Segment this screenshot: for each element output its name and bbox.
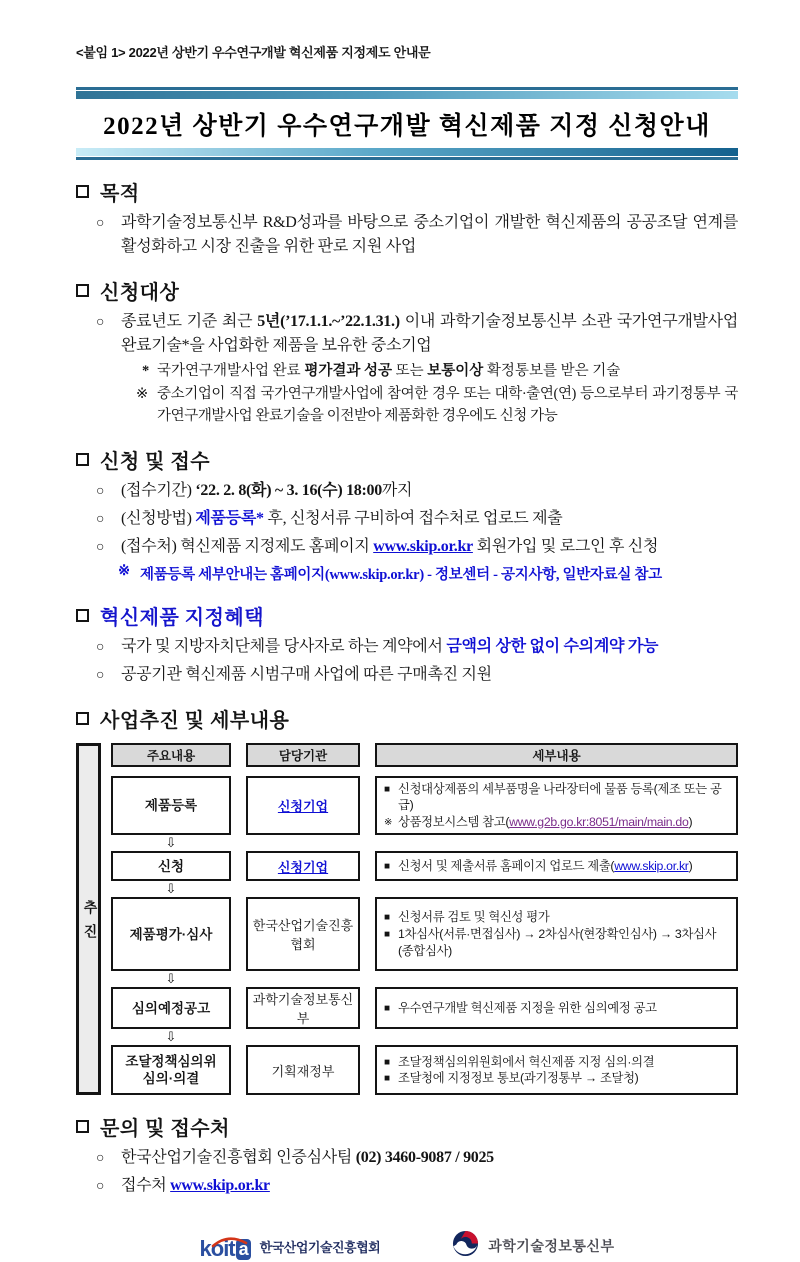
section-apply-title: 신청 및 접수 (100, 450, 211, 473)
title-banner (76, 87, 738, 160)
period-post: 까지 (381, 481, 413, 499)
section-contact (76, 1112, 738, 1198)
process-table (111, 743, 738, 1096)
process-side-label (76, 743, 101, 1096)
method-post: 후, 신청서류 구비하여 접수처로 업로드 제출 (263, 509, 563, 527)
detail-text: 조달청에 지정정보 통보(과기정통부 → 조달청) (398, 1071, 639, 1086)
section-benefit (76, 601, 738, 687)
circle-bullet-icon: ○ (96, 539, 105, 555)
target-note-ref-text: 중소기업이 직접 국가연구개발사업에 참여한 경우 또는 대학·출연(연) 등으로부터 과기정통부 국가연구개발사업 완료기술을 이전받아 제품화한 경우에도 신청 가능 (157, 386, 738, 424)
product-register-link[interactable]: 제품등록* (195, 509, 264, 527)
process-diagram (76, 743, 738, 1096)
process-row-apply (111, 851, 738, 881)
detail-line (384, 926, 729, 959)
target-note-ref (136, 384, 738, 428)
detail-box (375, 851, 738, 881)
method-pre: (신청방법) (121, 509, 196, 527)
footer-logos (76, 1230, 738, 1262)
note1-bold1: 평가결과 성공 (304, 363, 392, 379)
process-row-product-register (111, 776, 738, 836)
period-dates: ‘22. 2. 8(화) ~ 3. 16(수) 18:00 (195, 481, 382, 499)
section-purpose (76, 177, 738, 259)
note1-pre: 국가연구개발사업 완료 (157, 363, 305, 379)
checkbox-square-icon (76, 453, 89, 466)
detail-line (384, 1000, 729, 1017)
detail-text: 우수연구개발 혁신제품 지정을 위한 심의예정 공고 (398, 1001, 657, 1015)
koita-arc-icon (210, 1228, 254, 1254)
circle-bullet-icon: ○ (96, 511, 105, 527)
square-bullet-icon: ■ (384, 783, 390, 795)
agency-link[interactable]: 신청기업 (277, 798, 329, 814)
detail-line (384, 858, 729, 875)
reference-mark-icon: ※ (136, 386, 149, 403)
process-side-label-text: 추진 (81, 899, 97, 948)
checkbox-square-icon (76, 1120, 89, 1133)
msit-emblem-icon (452, 1230, 479, 1262)
step-box: 심의예정공고 (111, 987, 231, 1029)
target-text-pre: 종료년도 기준 최근 (121, 313, 258, 330)
step-box: 신청 (111, 851, 231, 881)
benefit1-pre: 국가 및 지방자치단체를 당사자로 하는 계약에서 (121, 637, 447, 655)
section-apply-heading (76, 445, 738, 474)
square-bullet-icon: ■ (384, 861, 390, 872)
process-row-evaluation (111, 897, 738, 971)
banner-top-bar (76, 91, 738, 99)
section-benefit-heading (76, 601, 738, 630)
detail-box (375, 897, 738, 971)
detail-pre: 상품정보시스템 참고( (398, 814, 510, 829)
contact-pre: 한국산업기술진흥협회 인증심사팀 (121, 1149, 356, 1167)
down-arrow-icon: ⇩ (165, 881, 177, 897)
apply-body (76, 479, 738, 584)
page-title: 2022년 상반기 우수연구개발 혁신제품 지정 신청안내 (103, 113, 711, 140)
agency-box: 기획재정부 (246, 1045, 360, 1095)
reference-mark-icon: ※ (118, 562, 130, 579)
target-note-star-text (157, 361, 620, 382)
circle-bullet-icon: ○ (96, 639, 105, 655)
section-contact-title: 문의 및 접수처 (100, 1118, 230, 1141)
detail-post: ) (688, 814, 693, 829)
apply-place-text (121, 535, 738, 559)
section-apply (76, 445, 738, 584)
banner-top-line (76, 87, 738, 90)
detail-text (398, 814, 692, 831)
msit-name-text: 과학기술정보통신부 (488, 1238, 615, 1255)
contact-website (96, 1174, 738, 1198)
col-header-agency: 담당기관 (246, 743, 360, 767)
contact-phone-text (121, 1146, 738, 1170)
purpose-body (76, 211, 738, 259)
detail-line (384, 1070, 729, 1087)
contact-body (76, 1146, 738, 1198)
col-header-detail: 세부내용 (375, 743, 738, 767)
reference-mark-icon: ※ (384, 816, 393, 828)
agency-box: 과학기술정보통신부 (246, 987, 360, 1029)
skip-website-link[interactable]: www.skip.or.kr (373, 537, 473, 555)
circle-bullet-icon: ○ (96, 483, 105, 499)
skip-link[interactable]: www.skip.or.kr (614, 859, 689, 873)
contact-website-text (121, 1174, 738, 1198)
koita-wordmark-a: a (236, 1239, 251, 1260)
section-target-title: 신청대상 (100, 282, 180, 304)
agency-link[interactable]: 신청기업 (277, 859, 329, 875)
process-header-row (111, 743, 738, 767)
detail-line (384, 1054, 729, 1071)
place-pre: (접수처) 혁신제품 지정제도 홈페이지 (121, 537, 374, 555)
banner-bottom-bar (76, 148, 738, 156)
apply-period (96, 479, 738, 503)
process-arrow-row (111, 971, 738, 987)
detail-text: 1차심사(서류·면접심사) → 2차심사(현장확인심사) → 3차심사(종합심사) (398, 927, 717, 958)
apply-method-text (121, 507, 738, 531)
benefit1-highlight: 금액의 상한 없이 수의계약 가능 (446, 637, 659, 655)
step-box: 조달정책심의위 심의·의결 (111, 1045, 231, 1095)
col-header-step: 주요내용 (111, 743, 231, 767)
asterisk-marker: * (142, 363, 150, 379)
agency-box (246, 776, 360, 836)
target-body (76, 310, 738, 428)
target-text-bold: 5년(’17.1.1.~’22.1.31.) (257, 313, 400, 330)
detail-pre: 신청서 및 제출서류 홈페이지 업로드 제출( (398, 859, 615, 873)
section-process-title: 사업추진 및 세부내용 (100, 709, 290, 732)
koita-name-text: 한국산업기술진흥협회 (259, 1239, 381, 1255)
koita-logo-icon (200, 1230, 251, 1262)
target-bullet (96, 310, 738, 358)
purpose-bullet (96, 211, 738, 259)
square-bullet-icon: ■ (384, 929, 390, 940)
square-bullet-icon: ■ (384, 1003, 390, 1014)
contact-phone (96, 1146, 738, 1170)
process-row-committee (111, 1045, 738, 1095)
checkbox-square-icon (76, 609, 89, 622)
checkbox-square-icon (76, 712, 89, 725)
circle-bullet-icon: ○ (96, 216, 105, 231)
square-bullet-icon: ■ (384, 912, 390, 924)
attachment-label: <붙임 1> 2022년 상반기 우수연구개발 혁신제품 지정제도 안내문 (76, 45, 431, 60)
down-arrow-icon: ⇩ (165, 835, 177, 851)
section-process-heading (76, 704, 738, 733)
apply-blue-note (118, 563, 738, 584)
section-contact-heading (76, 1112, 738, 1141)
process-arrow-row (111, 881, 738, 897)
circle-bullet-icon: ○ (96, 1151, 105, 1167)
koita-wordmark: koit (199, 1236, 235, 1262)
note1-mid: 또는 (392, 363, 428, 379)
step-box: 제품등록 (111, 776, 231, 836)
detail-line (384, 781, 729, 814)
process-row-notice (111, 987, 738, 1029)
skip-website-link[interactable]: www.skip.or.kr (170, 1177, 270, 1195)
checkbox-square-icon (76, 185, 89, 198)
agency-box: 한국산업기술진흥협회 (246, 897, 360, 971)
detail-text: 신청대상제품의 세부품명을 나라장터에 물품 등록(제조 또는 공급) (398, 781, 722, 813)
apply-method (96, 507, 738, 531)
website-pre: 접수처 (121, 1177, 171, 1195)
apply-period-text (121, 479, 738, 503)
purpose-text: 과학기술정보통신부 R&D성과를 바탕으로 중소기업이 개발한 혁신제품의 공공조달 연계를 활성화하고 시장 진출을 위한 판로 지원 사업 (121, 214, 738, 255)
detail-line (384, 814, 729, 831)
down-arrow-icon: ⇩ (165, 971, 177, 987)
section-purpose-title: 목적 (100, 183, 140, 205)
benefit-text-2: 공공기관 혁신제품 시범구매 사업에 따른 구매촉진 지원 (121, 665, 492, 683)
benefit-bullet-1 (96, 635, 738, 659)
note1-bold2: 보통이상 (427, 363, 484, 379)
section-benefit-title: 혁신제품 지정혜택 (100, 606, 265, 629)
circle-bullet-icon: ○ (96, 1179, 105, 1195)
koita-logo (200, 1230, 381, 1262)
target-text (121, 310, 738, 358)
place-post: 회원가입 및 로그인 후 신청 (472, 537, 659, 555)
detail-post: ) (688, 859, 693, 873)
process-arrow-row (111, 1029, 738, 1045)
note1-post: 확정통보를 받은 기술 (483, 363, 621, 379)
target-note-star (142, 361, 738, 382)
checkbox-square-icon (76, 284, 89, 297)
down-arrow-icon: ⇩ (165, 1029, 177, 1045)
process-arrow-row (111, 835, 738, 851)
square-bullet-icon: ■ (384, 1056, 390, 1068)
detail-line (384, 909, 729, 926)
detail-box (375, 987, 738, 1029)
benefit-text-1 (121, 635, 738, 659)
section-purpose-heading (76, 177, 738, 206)
detail-text (398, 858, 692, 875)
period-pre: (접수기간) (121, 481, 196, 499)
step-box: 제품평가·심사 (111, 897, 231, 971)
apply-blue-note-text: 제품등록 세부안내는 홈페이지(www.skip.or.kr) - 정보센터 - 공지사항, 일반자료실 참고 (140, 566, 662, 583)
banner-bottom-line (76, 157, 738, 160)
apply-place (96, 535, 738, 559)
section-target-heading (76, 276, 738, 305)
target-text-post: 이내 과학기술정보통신부 소관 국가연구개발사업 완료기술*을 사업화한 제품을 보유한 중소기업 (121, 313, 738, 354)
agency-box (246, 851, 360, 881)
section-process (76, 704, 738, 1096)
detail-box (375, 1045, 738, 1095)
msit-logo (452, 1230, 614, 1262)
section-target (76, 276, 738, 428)
detail-text: 조달정책심의위원회에서 혁신제품 지정 심의·의결 (398, 1054, 655, 1069)
benefit-body (76, 635, 738, 687)
g2b-link[interactable]: www.g2b.go.kr:8051/main/main.do (509, 814, 689, 829)
detail-box (375, 776, 738, 836)
contact-phone-number: (02) 3460-9087 / 9025 (355, 1149, 494, 1167)
circle-bullet-icon: ○ (96, 667, 105, 683)
benefit-bullet-2 (96, 663, 738, 687)
detail-text: 신청서류 검토 및 혁신성 평가 (398, 910, 550, 925)
circle-bullet-icon: ○ (96, 315, 105, 330)
square-bullet-icon: ■ (384, 1073, 390, 1085)
